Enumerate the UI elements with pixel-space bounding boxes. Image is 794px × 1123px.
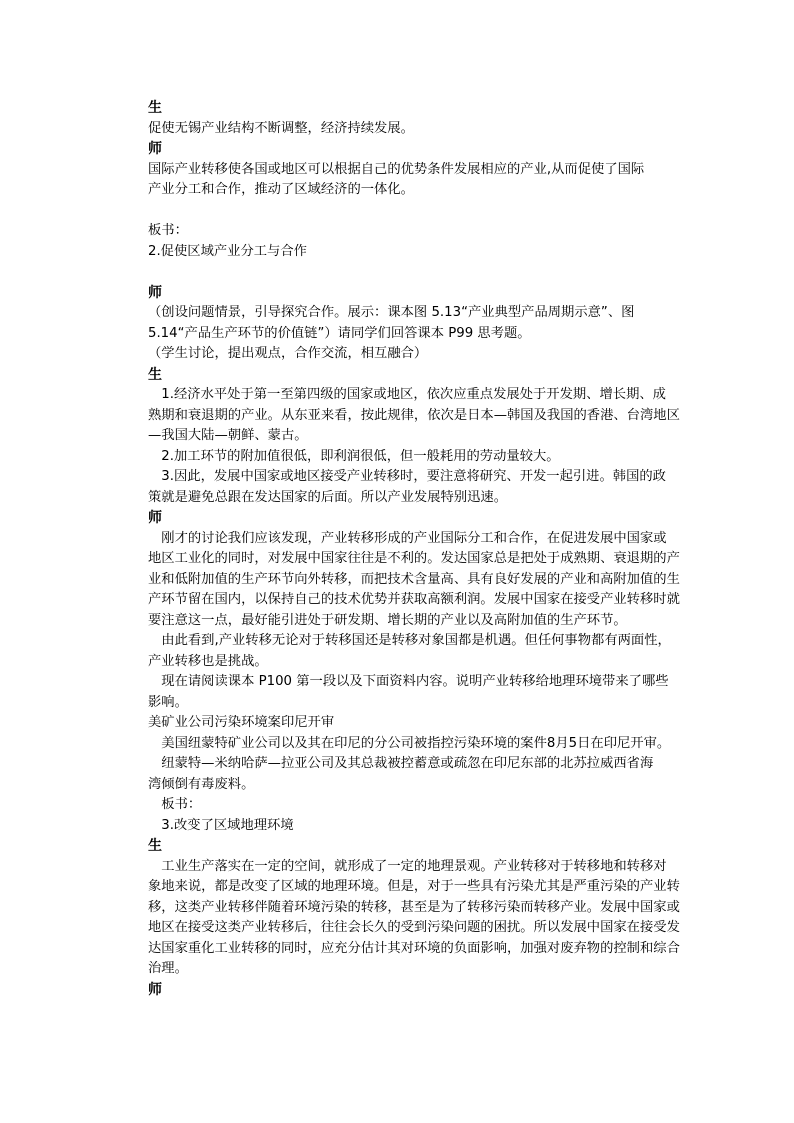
text-line: 促使无锡产业结构不断调整，经济持续发展。: [148, 120, 414, 136]
text-line: —我国大陆—朝鲜、蒙古。: [148, 428, 308, 443]
text-line: 移，这类产业转移伴随着环境污染的转移，甚至是为了转移污染而转移产业。发展中国家或: [148, 899, 680, 915]
text-line: 产业转移也是挑战。: [148, 653, 268, 669]
text-line: 1.经济水平处于第一至第四级的国家或地区，依次应重点发展处于开发期、增长期、成: [148, 387, 666, 402]
speaker-label: 师: [148, 981, 162, 998]
text-line: 板书：: [148, 223, 188, 238]
text-line: （创设问题情景，引导探究合作。展示：课本图 5.13“产业典型产品周期示意”、图: [148, 305, 635, 320]
text-line: 由此看到,产业转移无论对于转移国还是转移对象国都是机遇。但任何事物都有两面性，: [148, 633, 671, 648]
text-line: 影响。: [148, 694, 188, 710]
text-line: 产业分工和合作，推动了区域经济的一体化。: [148, 182, 414, 197]
text-line: 工业生产落实在一定的空间，就形成了一定的地理景观。产业转移对于转移地和转移对: [148, 858, 667, 874]
text-line: 3.因此，发展中国家或地区接受产业转移时，要注意将研究、开发一起引进。韩国的政: [148, 469, 666, 484]
text-line: 产环节留在国内，以保持自己的技术优势并获取高额利润。发展中国家在接受产业转移时就: [148, 592, 680, 607]
speaker-label: 生: [148, 100, 162, 116]
text-line: 3.改变了区域地理环境: [148, 817, 294, 833]
text-line: 地区工业化的同时，对发展中国家往往是不利的。发达国家总是把处于成熟期、衰退期的产: [148, 551, 680, 566]
text-line: （学生讨论，提出观点，合作交流，相互融合）: [148, 346, 428, 361]
speaker-label: 生: [148, 366, 162, 383]
text-line: 2.加工环节的附加值很低，即利润很低，但一般耗用的劳动量较大。: [148, 448, 560, 464]
text-line: 刚才的讨论我们应该发现，产业转移形成的产业国际分工和合作，在促进发展中国家或: [148, 530, 667, 546]
text-line: 熟期和衰退期的产业。从东亚来看，按此规律，依次是日本—韩国及我国的香港、台湾地区: [148, 407, 680, 423]
lesson-plan-body: [148, 98, 684, 1000]
text-line: 业和低附加值的生产环节向外转移，而把技术含量高、具有良好发展的产业和高附加值的生: [148, 571, 680, 587]
text-line: 国际产业转移使各国或地区可以根据自己的优势条件发展相应的产业,从而促使了国际: [148, 161, 645, 177]
text-line: 板书：: [148, 797, 202, 812]
text-line: 美矿业公司污染环境案印尼开审: [148, 715, 335, 730]
text-line: 地区在接受这类产业转移后，往往会长久的受到污染问题的困扰。所以发展中国家在接受发: [148, 920, 680, 935]
text-line: 现在请阅读课本 P100 第一段以及下面资料内容。说明产业转移给地理环境带来了哪些: [148, 674, 669, 689]
text-line: 策就是避免总跟在发达国家的后面。所以产业发展特别迅速。: [148, 489, 508, 505]
text-line: 治理。: [148, 961, 188, 976]
text-line: 达国家重化工业转移的同时，应充分估计其对环境的负面影响，加强对废弃物的控制和综合: [148, 940, 680, 956]
text-line: 象地来说，都是改变了区域的地理环境。但是，对于一些具有污染尤其是严重污染的产业转: [148, 879, 680, 894]
speaker-label: 生: [148, 838, 162, 854]
text-line: 湾倾倒有毒废料。: [148, 776, 255, 792]
text-line: 5.14“产品生产环节的价值链”）请同学们回答课本 P99 思考题。: [148, 325, 531, 341]
speaker-label: 师: [148, 141, 162, 157]
text-line: 要注意这一点，最好能引进处于研发期、增长期的产业以及高附加值的生产环节。: [148, 612, 627, 628]
text-line: 2.促使区域产业分工与合作: [148, 243, 307, 259]
speaker-label: 师: [148, 284, 162, 301]
text-line: 纽蒙特—米纳哈萨—拉亚公司及其总裁被控蓄意或疏忽在印尼东部的北苏拉威西省海: [148, 756, 654, 771]
speaker-label: 师: [148, 510, 162, 526]
text-line: 美国纽蒙特矿业公司以及其在印尼的分公司被指控污染环境的案件8月5日在印尼开审。: [148, 735, 671, 751]
blank-line: [148, 201, 684, 222]
blank-line: [148, 262, 684, 283]
